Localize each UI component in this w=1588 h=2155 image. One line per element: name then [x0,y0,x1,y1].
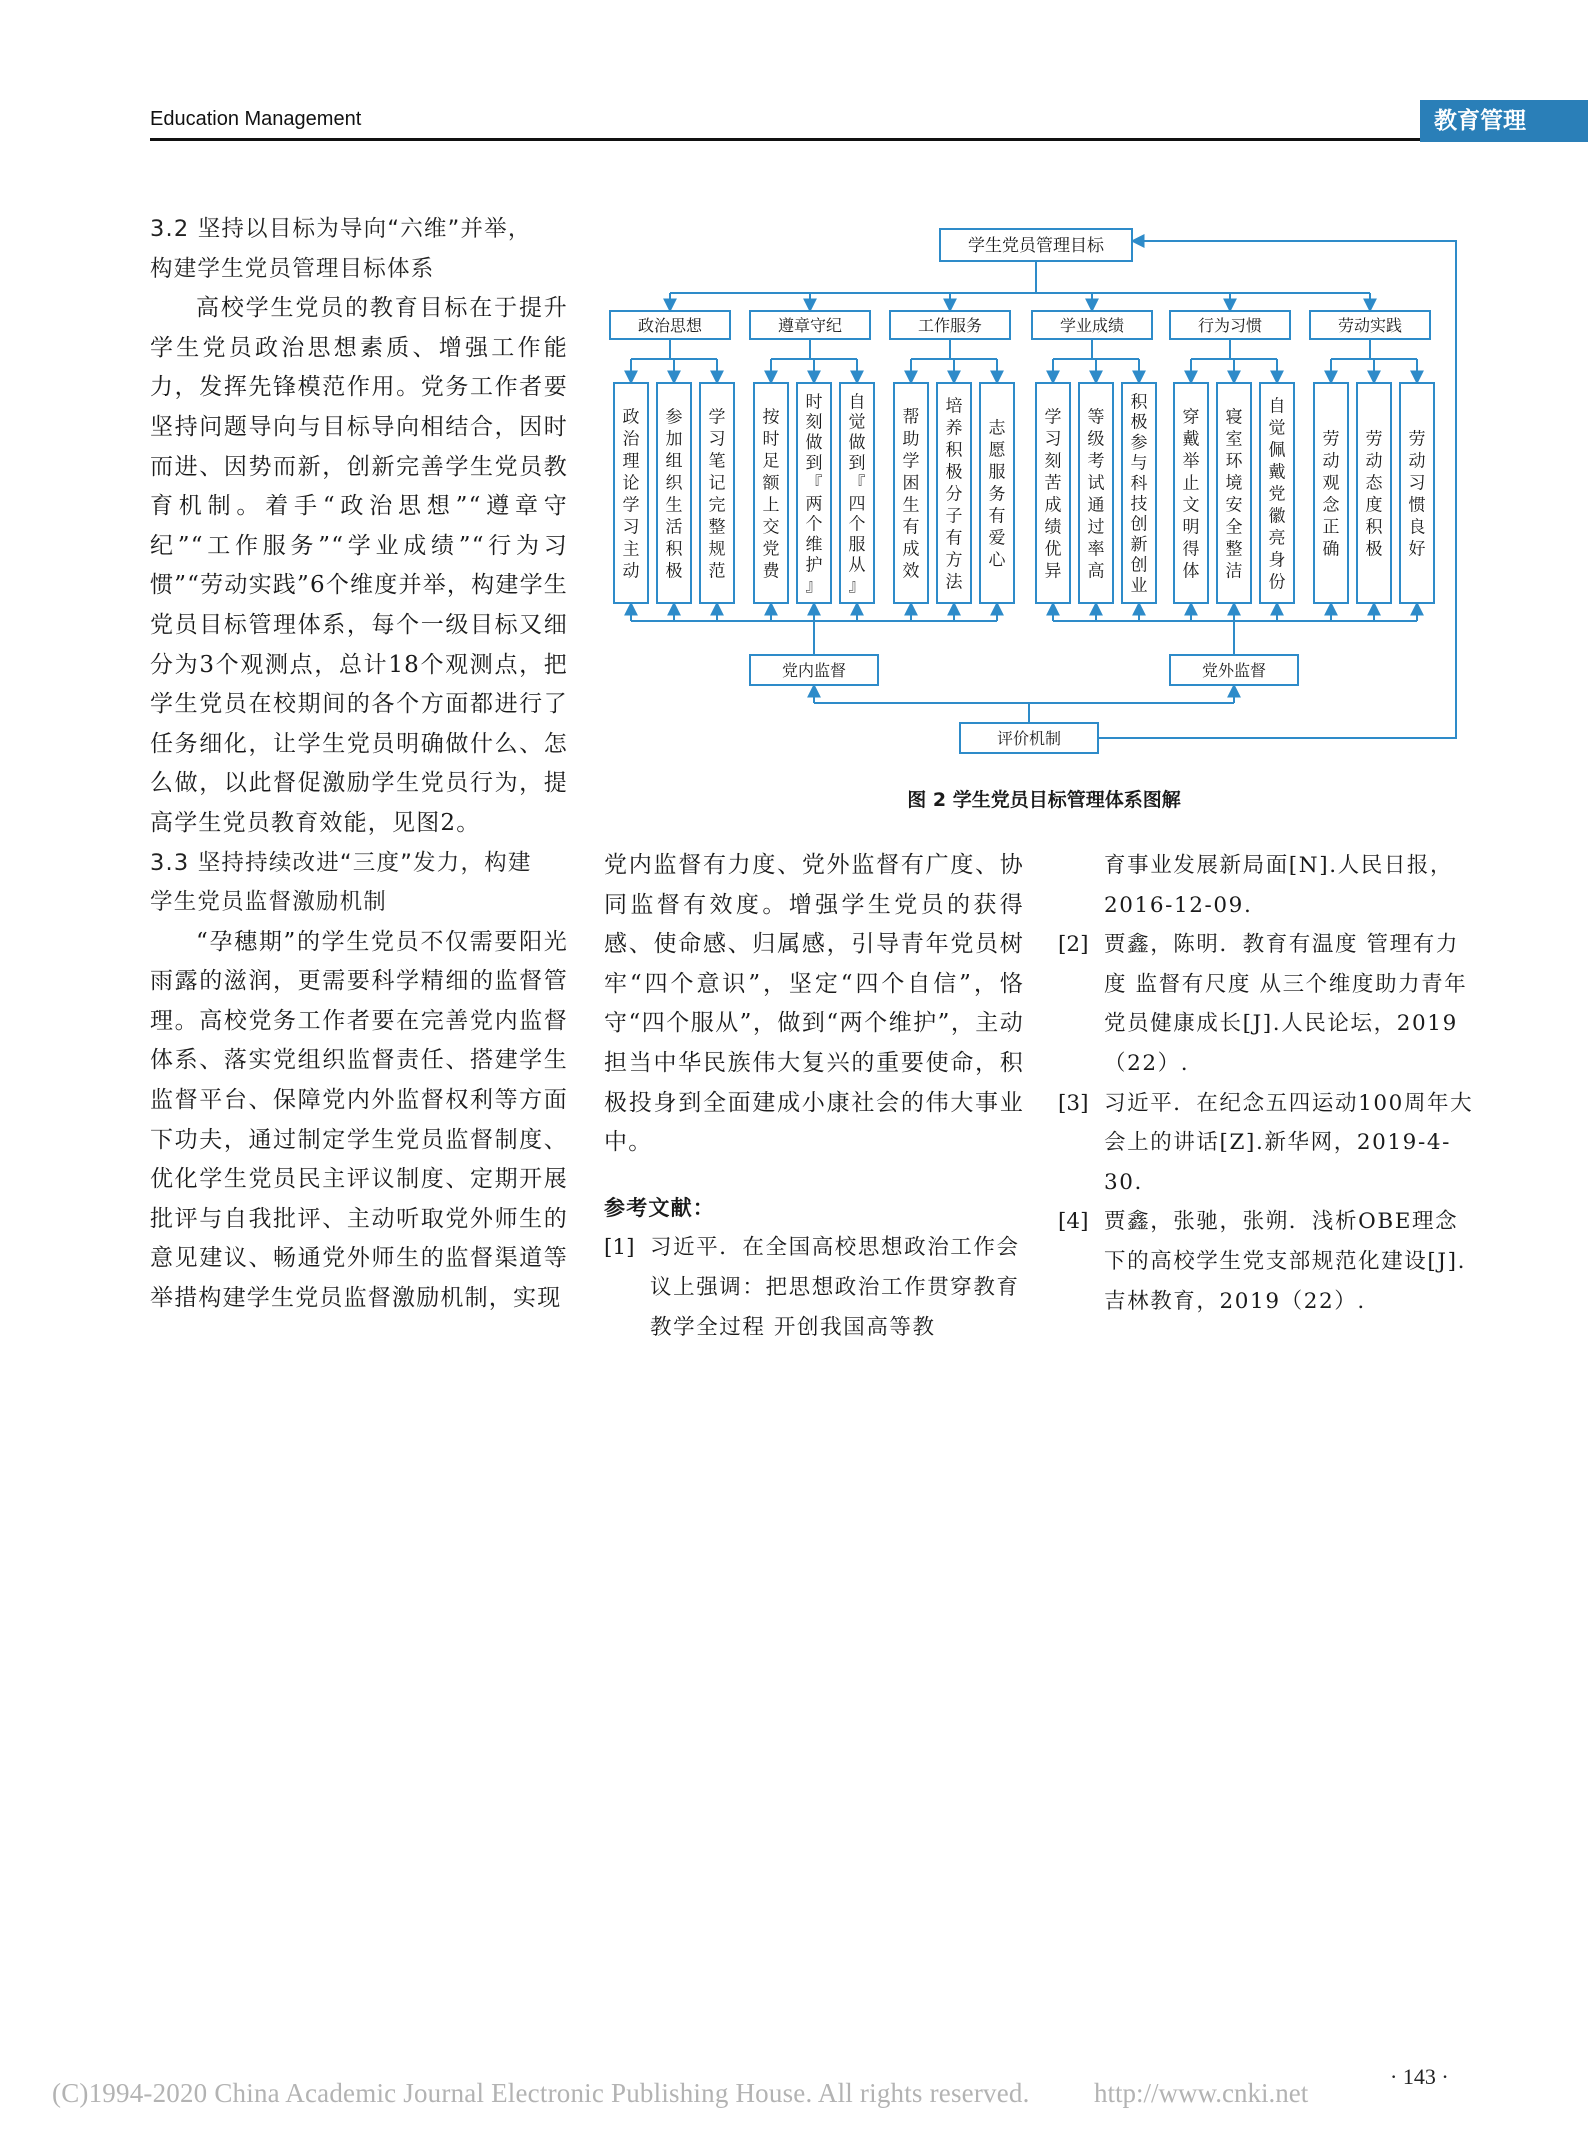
reference-text: 贾鑫，张驰，张朔．浅析OBE理念下的高校学生党支部规范化建设[J].吉林教育，2019（22）. [1104,1209,1467,1314]
item-char: 按 [762,407,780,428]
item-char: 理 [622,451,640,472]
item-char: 学 [1044,407,1062,428]
item-char: 笔 [708,451,726,472]
item-char: 刻 [805,412,823,433]
item-char: 规 [708,539,726,560]
observation-item-box [894,383,928,603]
diagram-canvas [604,225,1484,765]
reference-item [1058,1084,1478,1203]
external-supervision-box [1170,655,1298,685]
paragraph-goal-system: 高校学生党员的教育目标在于提升学生党员政治思想素质、增强工作能力，发挥先锋模范作用。党务工作者要坚持问题导向与目标导向相结合，因时而进、因势而新，创新完善学生党员教育机制。着手“政治思想”“遵章守纪”“工作服务”“学业成绩”“行为习惯”“劳动实践”6个维度并举，构建学生党员目标管理体系，每个一级目标又细分为3个观测点，总计18个观测点，把学生党员在校期间的各个方面都进行了任务细化，让学生党员明确做什么、怎么做，以此督促激励学生党员行为，提高学生党员教育效能，见图2。 [150,295,568,836]
item-char: 绩 [1044,517,1062,538]
item-char: 新 [1130,535,1148,556]
item-char: 体 [1182,561,1200,582]
item-char: 范 [708,561,726,582]
item-char: 『 [805,473,823,494]
cnki-url: http://www.cnki.net [1094,2078,1309,2108]
observation-item-box [614,383,648,603]
item-char: 心 [988,550,1006,571]
item-char: 政 [622,407,640,428]
paragraph-supervision: “孕穗期”的学生党员不仅需要阳光雨露的滋润，更需要科学精细的监督管理。高校党务工作者要在完善党内监督体系、落实党组织监督责任、搭建学生监督平台、保障党内外监督权利等方面下功夫，通过制定学生党员监督制度、优化学生党员民主评议制度、定期开展批评与自我批评、主动听取党外师生的意见建议、畅通党外师生的监督渠道等举措构建学生党员监督激励机制，实现 [150,928,568,1312]
reference-item [1058,1202,1478,1321]
item-char: 份 [1268,572,1286,593]
item-char: 极 [945,462,963,483]
reference-text: 习近平．在全国高校思想政治工作会议上强调：把思想政治工作贯穿教育教学全过程 开创我国高等教 [650,1235,1020,1340]
observation-item-box [1357,383,1391,603]
item-char: 级 [1087,429,1105,450]
observation-item-box [797,383,831,603]
item-char: 极 [665,561,683,582]
item-char: 额 [762,473,780,494]
item-char: 积 [945,440,963,461]
item-char: 困 [902,473,920,494]
category-box [750,311,870,339]
item-char: 觉 [1268,418,1286,439]
item-char: 安 [1225,495,1243,516]
item-char: 动 [622,561,640,582]
item-char: 爱 [988,528,1006,549]
item-char: 徽 [1268,506,1286,527]
item-char: 苦 [1044,473,1062,494]
left-column [150,210,568,1319]
item-char: 等 [1087,407,1105,428]
category-box [1310,311,1430,339]
external-supervision-box-label: 党外监督 [1201,661,1267,680]
item-char: 率 [1087,539,1105,560]
item-char: 成 [902,539,920,560]
paragraph-continued: 党内监督有力度、党外监督有广度、协同监督有效度。增强学生党员的获得感、使命感、归属感，引导青年党员树牢“四个意识”，坚定“四个自信”，恪守“四个服从”，做到“两个维护”，主动担当中华民族伟大复兴的重要使命，积极投身到全面建成小康社会的伟大事业中。 [604,852,1024,1156]
observation-item-box [1079,383,1113,603]
copyright-notice: (C)1994-2020 China Academic Journal Electronic Publishing House. All rights reserved. [52,2078,1030,2108]
item-char: 分 [945,484,963,505]
item-char: 效 [902,561,920,582]
category-box [610,311,730,339]
item-char: 过 [1087,517,1105,538]
item-char: 个 [805,514,823,535]
observation-item-box [1174,383,1208,603]
item-char: 』 [805,575,823,596]
evaluation-box [960,723,1098,753]
item-char: 有 [945,528,963,549]
observation-item-box [754,383,788,603]
item-char: 积 [1365,517,1383,538]
category-box-label: 政治思想 [637,316,703,335]
references-title: 参考文献： [604,1195,715,1220]
item-char: 考 [1087,451,1105,472]
item-char: 优 [1044,539,1062,560]
item-char: 成 [1044,495,1062,516]
item-char: 足 [762,451,780,472]
item-char: 室 [1225,429,1243,450]
item-char: 戴 [1268,462,1286,483]
observation-item-box [1217,383,1251,603]
item-char: 时 [762,429,780,450]
item-char: 到 [848,453,866,474]
figure-2-diagram [604,225,1484,765]
reference-continued: 育事业发展新局面[N].人民日报，2016-12-09. [1104,853,1454,918]
section-3-2-line2: 构建学生党员管理目标体系 [150,255,435,282]
item-char: 学 [902,451,920,472]
item-char: 生 [665,495,683,516]
item-char: 做 [805,433,823,454]
item-char: 有 [902,517,920,538]
item-char: 习 [1408,473,1426,494]
observation-item-box [980,383,1014,603]
observation-item-box [1314,383,1348,603]
item-char: 好 [1408,539,1426,560]
item-char: 整 [708,517,726,538]
item-char: 得 [1182,539,1200,560]
item-char: 服 [848,535,866,556]
reference-text: 贾鑫，陈明．教育有温度 管理有力度 监督有尺度 从三个维度助力青年党员健康成长[J].人民论坛，2019（22）. [1104,932,1468,1076]
item-char: 境 [1225,473,1243,494]
item-char: 论 [622,473,640,494]
item-char: 习 [622,517,640,538]
item-char: 子 [945,506,963,527]
item-char: 』 [848,575,866,596]
item-char: 从 [848,555,866,576]
item-char: 党 [1268,484,1286,505]
reference-number: [3] [1058,1090,1089,1116]
item-char: 度 [1365,495,1383,516]
category-box-label: 行为习惯 [1197,316,1263,335]
item-char: 创 [1130,514,1148,535]
reference-text: 习近平．在纪念五四运动100周年大会上的讲话[Z].新华网，2019-4-30. [1104,1090,1474,1195]
item-char: 活 [665,517,683,538]
item-char: 织 [665,473,683,494]
item-char: 习 [708,429,726,450]
internal-supervision-box-label: 党内监督 [781,661,847,680]
item-char: 自 [1268,396,1286,417]
item-char: 积 [1130,392,1148,413]
item-char: 个 [848,514,866,535]
item-char: 环 [1225,451,1243,472]
item-char: 正 [1322,517,1340,538]
category-box-label: 劳动实践 [1337,316,1403,335]
item-char: 培 [945,396,963,417]
figure-caption: 图 2 学生党员目标管理体系图解 [907,789,1181,811]
observation-item-box [840,383,874,603]
observation-item-box [1400,383,1434,603]
item-char: 动 [1365,451,1383,472]
category-box-label: 遵章守纪 [777,316,843,335]
reference-item [604,1228,1024,1347]
item-char: 极 [1130,412,1148,433]
item-char: 务 [988,484,1006,505]
item-char: 文 [1182,495,1200,516]
item-char: 试 [1087,473,1105,494]
item-char: 良 [1408,517,1426,538]
item-char: 养 [945,418,963,439]
item-char: 学 [622,495,640,516]
item-char: 念 [1322,495,1340,516]
middle-column [604,846,1024,1347]
root-goal-box [940,229,1132,261]
item-char: 参 [1130,433,1148,454]
item-char: 服 [988,462,1006,483]
section-3-2-heading [150,210,568,289]
item-char: 治 [622,429,640,450]
item-char: 与 [1130,453,1148,474]
item-char: 止 [1182,473,1200,494]
root-goal-box-label: 学生党员管理目标 [968,236,1104,256]
item-char: 有 [988,506,1006,527]
section-3-3-heading [150,844,568,923]
item-char: 创 [1130,555,1148,576]
reference-number: [4] [1058,1209,1089,1235]
observation-item-box [1260,383,1294,603]
item-char: 党 [762,539,780,560]
item-char: 两 [805,494,823,515]
item-char: 上 [762,495,780,516]
item-char: 费 [762,561,780,582]
observation-item-box [937,383,971,603]
item-char: 观 [1322,473,1340,494]
item-char: 身 [1268,550,1286,571]
item-char: 极 [1365,539,1383,560]
observation-item-box [1122,383,1156,603]
item-char: 确 [1322,539,1340,560]
item-char: 组 [665,451,683,472]
item-char: 参 [665,407,683,428]
item-char: 做 [848,433,866,454]
item-char: 态 [1365,473,1383,494]
item-char: 完 [708,495,726,516]
reference-number: [2] [1058,932,1089,958]
item-char: 亮 [1268,528,1286,549]
item-char: 穿 [1182,407,1200,428]
item-char: 交 [762,517,780,538]
item-char: 寝 [1225,407,1243,428]
item-char: 『 [848,473,866,494]
category-box [1032,311,1152,339]
item-char: 佩 [1268,440,1286,461]
item-char: 科 [1130,473,1148,494]
category-box-label: 学业成绩 [1059,316,1125,335]
item-char: 刻 [1044,451,1062,472]
section-3-3-line1: 3.3 坚持持续改进“三度”发力，构建 [150,849,532,876]
item-char: 四 [848,494,866,515]
section-3-3-line2: 学生党员监督激励机制 [150,889,388,916]
item-char: 通 [1087,495,1105,516]
header-rule [150,138,1420,141]
item-char: 劳 [1408,429,1426,450]
observation-item-box [700,383,734,603]
item-char: 维 [805,535,823,556]
evaluation-box-label: 评价机制 [996,729,1062,748]
observation-item-box [657,383,691,603]
item-char: 愿 [988,440,1006,461]
item-char: 业 [1130,575,1148,596]
item-char: 明 [1182,517,1200,538]
item-char: 护 [805,555,823,576]
category-box [890,311,1010,339]
reference-item [1058,925,1478,1083]
item-char: 技 [1130,494,1148,515]
category-box-label: 工作服务 [917,316,983,335]
item-char: 举 [1182,451,1200,472]
observation-item-box [1036,383,1070,603]
item-char: 主 [622,539,640,560]
section-3-2-line1: 3.2 坚持以目标为导向“六维”并举， [150,216,532,242]
item-char: 生 [902,495,920,516]
category-box [1170,311,1290,339]
item-char: 劳 [1322,429,1340,450]
item-char: 习 [1044,429,1062,450]
reference-number: [1] [604,1235,635,1261]
internal-supervision-box [750,655,878,685]
section-tab: 教育管理 [1420,100,1588,142]
item-char: 全 [1225,517,1243,538]
item-char: 惯 [1408,495,1426,516]
item-char: 加 [665,429,683,450]
item-char: 到 [805,453,823,474]
item-char: 方 [945,550,963,571]
item-char: 异 [1044,561,1062,582]
item-char: 自 [848,392,866,413]
page-number: · 143 · [1390,2064,1449,2089]
item-char: 法 [945,572,963,593]
item-char: 高 [1087,561,1105,582]
item-char: 帮 [902,407,920,428]
item-char: 觉 [848,412,866,433]
item-char: 戴 [1182,429,1200,450]
item-char: 时 [805,392,823,413]
item-char: 整 [1225,539,1243,560]
item-char: 动 [1408,451,1426,472]
item-char: 助 [902,429,920,450]
item-char: 学 [708,407,726,428]
right-column [1058,846,1478,1321]
item-char: 洁 [1225,561,1243,582]
item-char: 动 [1322,451,1340,472]
item-char: 志 [988,418,1006,439]
item-char: 记 [708,473,726,494]
running-head: Education Management [150,108,362,130]
item-char: 积 [665,539,683,560]
item-char: 劳 [1365,429,1383,450]
